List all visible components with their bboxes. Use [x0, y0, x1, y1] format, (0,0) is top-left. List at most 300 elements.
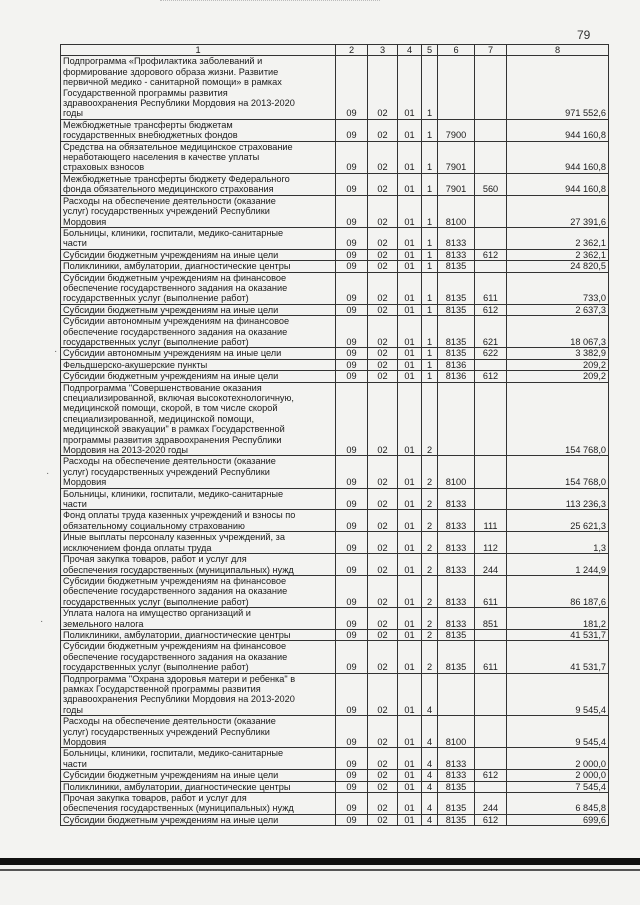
- table-row: [61, 641, 609, 673]
- code-expense-type: 611: [475, 641, 507, 673]
- description-line: Субсидии бюджетным учреждениям на иные цели: [63, 814, 279, 825]
- code-subprogram: 1: [422, 119, 438, 141]
- code-subprogram: 1: [422, 371, 438, 382]
- code-expense-type: [475, 748, 507, 770]
- code-section: 09: [336, 770, 368, 781]
- description-line: специализированной, медицинской помощи,: [63, 413, 255, 424]
- description-line: Подпрограмма "Совершенствование оказания: [63, 382, 262, 393]
- code-program: 01: [398, 510, 422, 532]
- code-subsection: 02: [368, 249, 398, 260]
- amount-cell: 18 067,3: [507, 316, 609, 348]
- code-target: 8133: [438, 249, 475, 260]
- table-row: [61, 608, 609, 630]
- code-target: 7901: [438, 141, 475, 173]
- code-target: 8135: [438, 641, 475, 673]
- description-line: Уплата налога на имущество организаций и: [63, 608, 251, 619]
- header-cell: 2: [336, 45, 368, 56]
- amount-cell: 25 621,3: [507, 510, 609, 532]
- table-row: [61, 316, 609, 348]
- code-program: 01: [398, 575, 422, 607]
- description-line: Государственной программы развития: [63, 87, 228, 98]
- description-line: рамках Государственной программы развития: [63, 683, 261, 694]
- code-subsection: 02: [368, 781, 398, 792]
- code-expense-type: 611: [475, 575, 507, 607]
- amount-cell: 699,6: [507, 814, 609, 825]
- code-subsection: 02: [368, 371, 398, 382]
- amount-cell: 971 552,6: [507, 56, 609, 119]
- code-target: 8135: [438, 348, 475, 359]
- table-header-row: [61, 45, 609, 56]
- amount-cell: 181,2: [507, 608, 609, 630]
- table-row: [61, 227, 609, 249]
- code-program: 01: [398, 532, 422, 554]
- amount-cell: 3 382,9: [507, 348, 609, 359]
- code-target: 8135: [438, 261, 475, 272]
- code-target: 8133: [438, 554, 475, 576]
- header-cell: 3: [368, 45, 398, 56]
- code-section: 09: [336, 304, 368, 315]
- code-subprogram: 2: [422, 532, 438, 554]
- table-row: [61, 173, 609, 195]
- amount-cell: 1 244,9: [507, 554, 609, 576]
- code-subsection: 02: [368, 119, 398, 141]
- code-subprogram: 1: [422, 272, 438, 304]
- code-subsection: 02: [368, 814, 398, 825]
- row-description: [61, 359, 336, 370]
- description-line: Мордовия: [63, 216, 107, 227]
- description-line: Прочая закупка товаров, работ и услуг для: [63, 554, 247, 565]
- code-subsection: 02: [368, 227, 398, 249]
- code-subsection: 02: [368, 629, 398, 640]
- description-line: обеспечения государственных (муниципальных) нужд: [63, 564, 294, 575]
- description-line: Субсидии бюджетным учреждениям на финансовое: [63, 272, 287, 283]
- description-line: Прочая закупка товаров, работ и услуг для: [63, 793, 247, 804]
- table-row: [61, 554, 609, 576]
- table-row: [61, 793, 609, 815]
- code-expense-type: 111: [475, 510, 507, 532]
- code-subprogram: 1: [422, 173, 438, 195]
- code-program: 01: [398, 272, 422, 304]
- description-line: здравоохранения Республики Мордовия на 2013-2020: [63, 694, 295, 705]
- description-line: Расходы на обеспечение деятельности (оказание: [63, 716, 276, 727]
- description-line: Субсидии бюджетным учреждениям на иные цели: [63, 770, 279, 781]
- code-expense-type: [475, 227, 507, 249]
- amount-cell: 209,2: [507, 359, 609, 370]
- code-subprogram: 1: [422, 316, 438, 348]
- description-line: услуг) государственных учреждений Республики: [63, 466, 270, 477]
- code-section: 09: [336, 575, 368, 607]
- amount-cell: 41 531,7: [507, 641, 609, 673]
- code-subsection: 02: [368, 195, 398, 227]
- table-row: [61, 249, 609, 260]
- table-row: [61, 781, 609, 792]
- description-line: Субсидии бюджетным учреждениям на финансовое: [63, 575, 287, 586]
- code-target: 8133: [438, 608, 475, 630]
- code-target: 8133: [438, 575, 475, 607]
- code-program: 01: [398, 348, 422, 359]
- code-program: 01: [398, 554, 422, 576]
- amount-cell: 6 845,8: [507, 793, 609, 815]
- code-section: 09: [336, 641, 368, 673]
- code-program: 01: [398, 488, 422, 510]
- table-row: [61, 382, 609, 456]
- code-target: 8135: [438, 781, 475, 792]
- row-description: [61, 456, 336, 488]
- description-line: Субсидии бюджетным учреждениям на иные цели: [63, 304, 279, 315]
- code-target: 8100: [438, 716, 475, 748]
- code-expense-type: [475, 673, 507, 716]
- code-subsection: 02: [368, 348, 398, 359]
- description-line: Мордовия: [63, 737, 107, 747]
- amount-cell: 2 637,3: [507, 304, 609, 315]
- code-expense-type: 112: [475, 532, 507, 554]
- code-subprogram: 1: [422, 227, 438, 249]
- description-line: государственных услуг (выполнение работ): [63, 596, 249, 607]
- amount-cell: 2 000,0: [507, 770, 609, 781]
- row-description: [61, 119, 336, 141]
- scan-bottom-band: [0, 858, 640, 865]
- description-line: Фельдшерско-акушерские пункты: [63, 359, 208, 370]
- scan-speck: ·: [46, 468, 50, 479]
- row-description: [61, 141, 336, 173]
- description-line: Расходы на обеспечение деятельности (оказание: [63, 195, 276, 206]
- code-subsection: 02: [368, 673, 398, 716]
- code-section: 09: [336, 814, 368, 825]
- row-description: [61, 261, 336, 272]
- row-description: [61, 748, 336, 770]
- table-row: [61, 359, 609, 370]
- code-subprogram: 2: [422, 608, 438, 630]
- code-subprogram: 1: [422, 141, 438, 173]
- code-subsection: 02: [368, 141, 398, 173]
- code-program: 01: [398, 371, 422, 382]
- code-subprogram: 1: [422, 56, 438, 119]
- code-subprogram: 2: [422, 575, 438, 607]
- description-line: Подпрограмма «Профилактика заболеваний и: [63, 56, 263, 67]
- scan-artifact-top: [160, 0, 380, 3]
- description-line: программы развития здравоохранения Республики: [63, 434, 282, 445]
- row-description: [61, 227, 336, 249]
- code-expense-type: 612: [475, 371, 507, 382]
- code-subprogram: 4: [422, 770, 438, 781]
- code-subprogram: 4: [422, 716, 438, 748]
- description-line: Межбюджетные трансферты бюджетам: [63, 119, 233, 130]
- header-cell: 7: [475, 45, 507, 56]
- description-line: исключением фонда оплаты труда: [63, 542, 212, 553]
- amount-cell: 86 187,6: [507, 575, 609, 607]
- description-line: Поликлиники, амбулатории, диагностические центры: [63, 781, 291, 792]
- code-subsection: 02: [368, 793, 398, 815]
- amount-cell: 209,2: [507, 371, 609, 382]
- code-program: 01: [398, 456, 422, 488]
- code-section: 09: [336, 456, 368, 488]
- code-target: 8133: [438, 227, 475, 249]
- amount-cell: 24 820,5: [507, 261, 609, 272]
- table-row: [61, 532, 609, 554]
- code-subprogram: 1: [422, 261, 438, 272]
- code-subsection: 02: [368, 456, 398, 488]
- code-subsection: 02: [368, 641, 398, 673]
- table-row: [61, 716, 609, 748]
- code-subprogram: 2: [422, 382, 438, 456]
- table-row: [61, 575, 609, 607]
- code-target: 8135: [438, 304, 475, 315]
- description-line: обеспечения государственных (муниципальных) нужд: [63, 803, 294, 814]
- code-expense-type: [475, 359, 507, 370]
- description-line: медицинской эвакуации" в рамках Государственной: [63, 424, 285, 435]
- header-cell: 4: [398, 45, 422, 56]
- code-target: 8135: [438, 629, 475, 640]
- code-section: 09: [336, 359, 368, 370]
- code-target: [438, 56, 475, 119]
- code-target: 8135: [438, 793, 475, 815]
- code-section: 09: [336, 348, 368, 359]
- code-subsection: 02: [368, 359, 398, 370]
- row-description: [61, 272, 336, 304]
- code-program: 01: [398, 673, 422, 716]
- row-description: [61, 195, 336, 227]
- row-description: [61, 641, 336, 673]
- description-line: Иные выплаты персоналу казенных учреждений, за: [63, 532, 285, 543]
- code-subsection: 02: [368, 316, 398, 348]
- code-subsection: 02: [368, 575, 398, 607]
- code-subprogram: 1: [422, 348, 438, 359]
- code-section: 09: [336, 316, 368, 348]
- row-description: [61, 249, 336, 260]
- code-subsection: 02: [368, 770, 398, 781]
- amount-cell: 944 160,8: [507, 173, 609, 195]
- page-number: 79: [577, 28, 591, 42]
- code-expense-type: [475, 488, 507, 510]
- amount-cell: 9 545,4: [507, 673, 609, 716]
- code-expense-type: 244: [475, 554, 507, 576]
- description-line: Поликлиники, амбулатории, диагностические центры: [63, 629, 291, 640]
- header-cell: 5: [422, 45, 438, 56]
- code-target: 8100: [438, 195, 475, 227]
- code-expense-type: [475, 56, 507, 119]
- row-description: [61, 348, 336, 359]
- code-program: 01: [398, 641, 422, 673]
- code-expense-type: 560: [475, 173, 507, 195]
- code-subprogram: 1: [422, 249, 438, 260]
- row-description: [61, 56, 336, 119]
- row-description: [61, 532, 336, 554]
- code-program: 01: [398, 793, 422, 815]
- table-row: [61, 304, 609, 315]
- row-description: [61, 770, 336, 781]
- code-section: 09: [336, 382, 368, 456]
- table-row: [61, 141, 609, 173]
- code-expense-type: [475, 716, 507, 748]
- table-row: [61, 195, 609, 227]
- description-line: государственных услуг (выполнение работ): [63, 662, 249, 673]
- description-line: обязательному социальному страхованию: [63, 520, 245, 531]
- table-row: [61, 272, 609, 304]
- code-section: 09: [336, 227, 368, 249]
- code-subprogram: 4: [422, 673, 438, 716]
- description-line: Больницы, клиники, госпитали, медико-санитарные: [63, 748, 284, 759]
- code-expense-type: 621: [475, 316, 507, 348]
- description-line: фонда обязательного медицинского страхования: [63, 184, 274, 195]
- code-subprogram: 4: [422, 781, 438, 792]
- code-subprogram: 4: [422, 814, 438, 825]
- code-section: 09: [336, 510, 368, 532]
- amount-cell: 9 545,4: [507, 716, 609, 748]
- code-program: 01: [398, 608, 422, 630]
- row-description: [61, 488, 336, 510]
- code-section: 09: [336, 141, 368, 173]
- table-row: [61, 119, 609, 141]
- header-cell: 6: [438, 45, 475, 56]
- description-line: Поликлиники, амбулатории, диагностические центры: [63, 261, 291, 272]
- row-description: [61, 382, 336, 456]
- description-line: части: [63, 758, 87, 769]
- code-target: 7900: [438, 119, 475, 141]
- description-line: земельного налога: [63, 618, 144, 629]
- row-description: [61, 554, 336, 576]
- code-target: 8135: [438, 316, 475, 348]
- code-program: 01: [398, 141, 422, 173]
- code-subsection: 02: [368, 554, 398, 576]
- code-expense-type: [475, 382, 507, 456]
- description-line: Больницы, клиники, госпитали, медико-санитарные: [63, 488, 284, 499]
- row-description: [61, 173, 336, 195]
- row-description: [61, 575, 336, 607]
- code-expense-type: [475, 456, 507, 488]
- code-subsection: 02: [368, 748, 398, 770]
- code-subsection: 02: [368, 382, 398, 456]
- scan-speck: ·: [40, 616, 44, 627]
- description-line: Больницы, клиники, госпитали, медико-санитарные: [63, 227, 284, 238]
- description-line: обеспечение государственного задания на оказание: [63, 282, 288, 293]
- code-section: 09: [336, 608, 368, 630]
- row-description: [61, 371, 336, 382]
- code-subsection: 02: [368, 716, 398, 748]
- code-subsection: 02: [368, 608, 398, 630]
- code-subprogram: 1: [422, 304, 438, 315]
- table-row: [61, 629, 609, 640]
- code-section: 09: [336, 781, 368, 792]
- budget-table: [60, 44, 609, 826]
- amount-cell: 41 531,7: [507, 629, 609, 640]
- code-target: 7901: [438, 173, 475, 195]
- description-line: Субсидии автономным учреждениям на финансовое: [63, 316, 290, 327]
- amount-cell: 2 362,1: [507, 249, 609, 260]
- code-target: 8133: [438, 488, 475, 510]
- row-description: [61, 793, 336, 815]
- code-section: 09: [336, 119, 368, 141]
- table-row: [61, 488, 609, 510]
- code-subprogram: 2: [422, 629, 438, 640]
- code-subsection: 02: [368, 272, 398, 304]
- code-subprogram: 2: [422, 488, 438, 510]
- table-row: [61, 770, 609, 781]
- code-program: 01: [398, 316, 422, 348]
- description-line: Субсидии бюджетным учреждениям на иные цели: [63, 371, 279, 382]
- description-line: государственных услуг (выполнение работ): [63, 336, 249, 347]
- code-expense-type: [475, 195, 507, 227]
- code-section: 09: [336, 173, 368, 195]
- description-line: Субсидии бюджетным учреждениям на иные цели: [63, 249, 279, 260]
- code-expense-type: [475, 629, 507, 640]
- code-expense-type: 612: [475, 814, 507, 825]
- description-line: годы: [63, 704, 84, 715]
- row-description: [61, 316, 336, 348]
- row-description: [61, 673, 336, 716]
- description-line: страховых взносов: [63, 162, 145, 173]
- table-row: [61, 748, 609, 770]
- description-line: первичной медико - санитарной помощи» в рамках: [63, 77, 282, 88]
- description-line: специализированной, включая высокотехнологичную,: [63, 393, 294, 403]
- description-line: Межбюджетные трансферты бюджету Федерального: [63, 173, 290, 184]
- row-description: [61, 608, 336, 630]
- code-program: 01: [398, 56, 422, 119]
- code-target: [438, 382, 475, 456]
- row-description: [61, 629, 336, 640]
- code-expense-type: 611: [475, 272, 507, 304]
- code-target: [438, 673, 475, 716]
- code-program: 01: [398, 304, 422, 315]
- amount-cell: 1,3: [507, 532, 609, 554]
- description-line: Мордовия: [63, 477, 107, 488]
- code-target: 8136: [438, 359, 475, 370]
- description-line: Мордовия на 2013-2020 годы: [63, 445, 189, 456]
- description-line: обеспечение государственного задания на оказание: [63, 651, 288, 662]
- code-section: 09: [336, 195, 368, 227]
- amount-cell: 944 160,8: [507, 119, 609, 141]
- code-subprogram: 2: [422, 510, 438, 532]
- code-target: 8100: [438, 456, 475, 488]
- code-program: 01: [398, 716, 422, 748]
- code-expense-type: 622: [475, 348, 507, 359]
- code-subsection: 02: [368, 173, 398, 195]
- row-description: [61, 716, 336, 748]
- code-target: 8135: [438, 814, 475, 825]
- description-line: Фонд оплаты труда казенных учреждений и взносы по: [63, 510, 296, 521]
- code-subsection: 02: [368, 304, 398, 315]
- table-row: [61, 371, 609, 382]
- description-line: Субсидии автономным учреждениям на иные цели: [63, 348, 282, 359]
- amount-cell: 154 768,0: [507, 382, 609, 456]
- code-program: 01: [398, 359, 422, 370]
- code-program: 01: [398, 748, 422, 770]
- code-target: 8133: [438, 532, 475, 554]
- code-program: 01: [398, 770, 422, 781]
- code-subsection: 02: [368, 488, 398, 510]
- amount-cell: 7 545,4: [507, 781, 609, 792]
- description-line: услуг) государственных учреждений Республики: [63, 726, 270, 737]
- code-target: 8133: [438, 748, 475, 770]
- code-subprogram: 4: [422, 793, 438, 815]
- code-program: 01: [398, 227, 422, 249]
- code-program: 01: [398, 814, 422, 825]
- description-line: государственных услуг (выполнение работ): [63, 293, 249, 304]
- description-line: годы: [63, 108, 84, 119]
- code-target: 8133: [438, 770, 475, 781]
- amount-cell: 113 236,3: [507, 488, 609, 510]
- code-subprogram: 2: [422, 641, 438, 673]
- description-line: Субсидии бюджетным учреждениям на финансовое: [63, 641, 287, 652]
- code-program: 01: [398, 781, 422, 792]
- code-target: 8135: [438, 272, 475, 304]
- code-subsection: 02: [368, 56, 398, 119]
- code-program: 01: [398, 173, 422, 195]
- scan-bottom-line: [0, 869, 640, 871]
- description-line: Подпрограмма "Охрана здоровья матери и ребенка" в: [63, 673, 296, 684]
- table-row: [61, 456, 609, 488]
- code-expense-type: 244: [475, 793, 507, 815]
- code-expense-type: 612: [475, 249, 507, 260]
